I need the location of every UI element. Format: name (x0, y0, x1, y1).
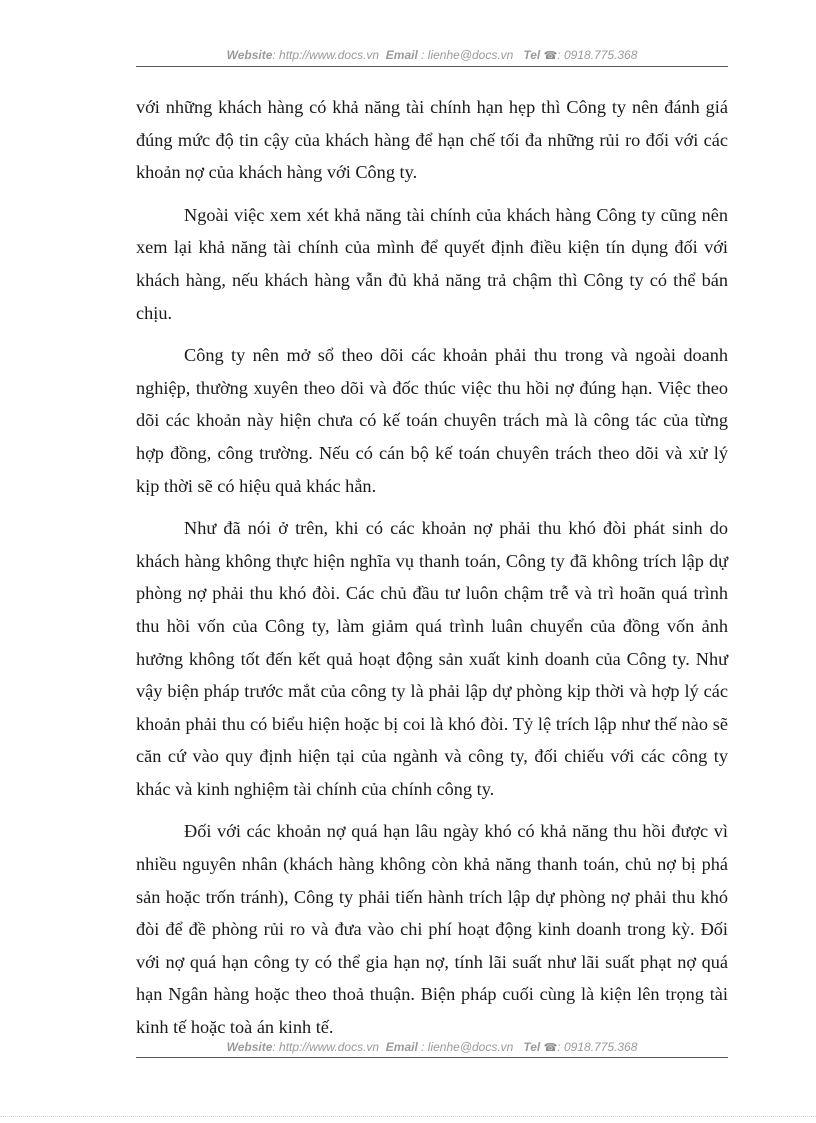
header-email-address[interactable]: : lienhe@docs.vn (421, 48, 514, 62)
header-rule (136, 66, 728, 67)
header-email-label: Email (385, 48, 418, 62)
page-footer (136, 1040, 728, 1054)
footer-website-url[interactable]: : http://www.docs.vn (272, 1040, 380, 1054)
paragraph-1: với những khách hàng có khả năng tài chính hạn hẹp thì Công ty nên đánh giá đúng mức độ tin cậy của khách hàng để hạn chế tối đa những rủi ro đối với các khoản nợ của khách hàng với Công ty. (136, 97, 728, 183)
header-tel-label: Tel (523, 48, 541, 62)
footer-rule (136, 1057, 728, 1058)
footer-tel-label: Tel (523, 1040, 541, 1054)
footer-email-label: Email (385, 1040, 418, 1054)
paragraph-3: Công ty nên mở sổ theo dõi các khoản phải thu trong và ngoài doanh nghiệp, thường xuyên theo dõi và đốc thúc việc thu hồi nợ đúng hạn. Việc theo dõi các khoản này hiện chưa có kế toán chuyên trách mà là công tác của từng hợp đồng, công trường. Nếu có cán bộ kế toán chuyên trách theo dõi và xử lý kịp thời sẽ có hiệu quả khác hẳn. (136, 345, 728, 496)
document-body (136, 91, 728, 1054)
page-bottom-divider (0, 1116, 816, 1117)
footer-email-address[interactable]: : lienhe@docs.vn (421, 1040, 514, 1054)
telephone-icon: ☎ (543, 50, 558, 62)
footer-website-label: Website (226, 1040, 273, 1054)
header-website-label: Website (226, 48, 273, 62)
telephone-icon: ☎ (543, 1042, 558, 1054)
header-website-url[interactable]: : http://www.docs.vn (272, 48, 380, 62)
page-header (136, 48, 728, 62)
paragraph-4: Như đã nói ở trên, khi có các khoản nợ phải thu khó đòi phát sinh do khách hàng không thực hiện nghĩa vụ thanh toán, Công ty đã không trích lập dự phòng nợ phải thu khó đòi. Các chủ đầu tư luôn chậm trễ và trì hoãn quá trình thu hồi vốn của Công ty, làm giảm quá trình luân chuyển của đồng vốn ảnh hưởng không tốt đến kết quả hoạt động sản xuất kinh doanh của Công ty. Như vậy biện pháp trước mắt của công ty là phải lập dự phòng kịp thời và hợp lý các khoản phải thu có biểu hiện hoặc bị coi là khó đòi. Tỷ lệ trích lập như thế nào sẽ căn cứ vào quy định hiện tại của ngành và công ty, đối chiếu với các công ty khác và kinh nghiệm tài chính của chính công ty. (136, 518, 728, 799)
paragraph-2: Ngoài việc xem xét khả năng tài chính của khách hàng Công ty cũng nên xem lại khả năng tài chính của mình để quyết định điều kiện tín dụng đối với khách hàng, nếu khách hàng vẫn đủ khả năng trả chậm thì Công ty có thể bán chịu. (136, 204, 728, 323)
paragraph-5: Đối với các khoản nợ quá hạn lâu ngày khó có khả năng thu hồi được vì nhiều nguyên nhân (khách hàng không còn khả năng thanh toán, chủ nợ bị phá sản hoặc trốn tránh), Công ty phải tiến hành trích lập dự phòng nợ phải thu khó đòi để đề phòng rủi ro và đưa vào chi phí hoạt động kinh doanh trong kỳ. Đối với nợ quá hạn công ty có thể gia hạn nợ, tính lãi suất như lãi suất phạt nợ quá hạn Ngân hàng hoặc theo thoả thuận. Biện pháp cuối cùng là kiện lên trọng tài kinh tế hoặc toà án kinh tế. (136, 821, 728, 1038)
footer-tel-number: : 0918.775.368 (557, 1040, 638, 1054)
header-tel-number: : 0918.775.368 (557, 48, 638, 62)
